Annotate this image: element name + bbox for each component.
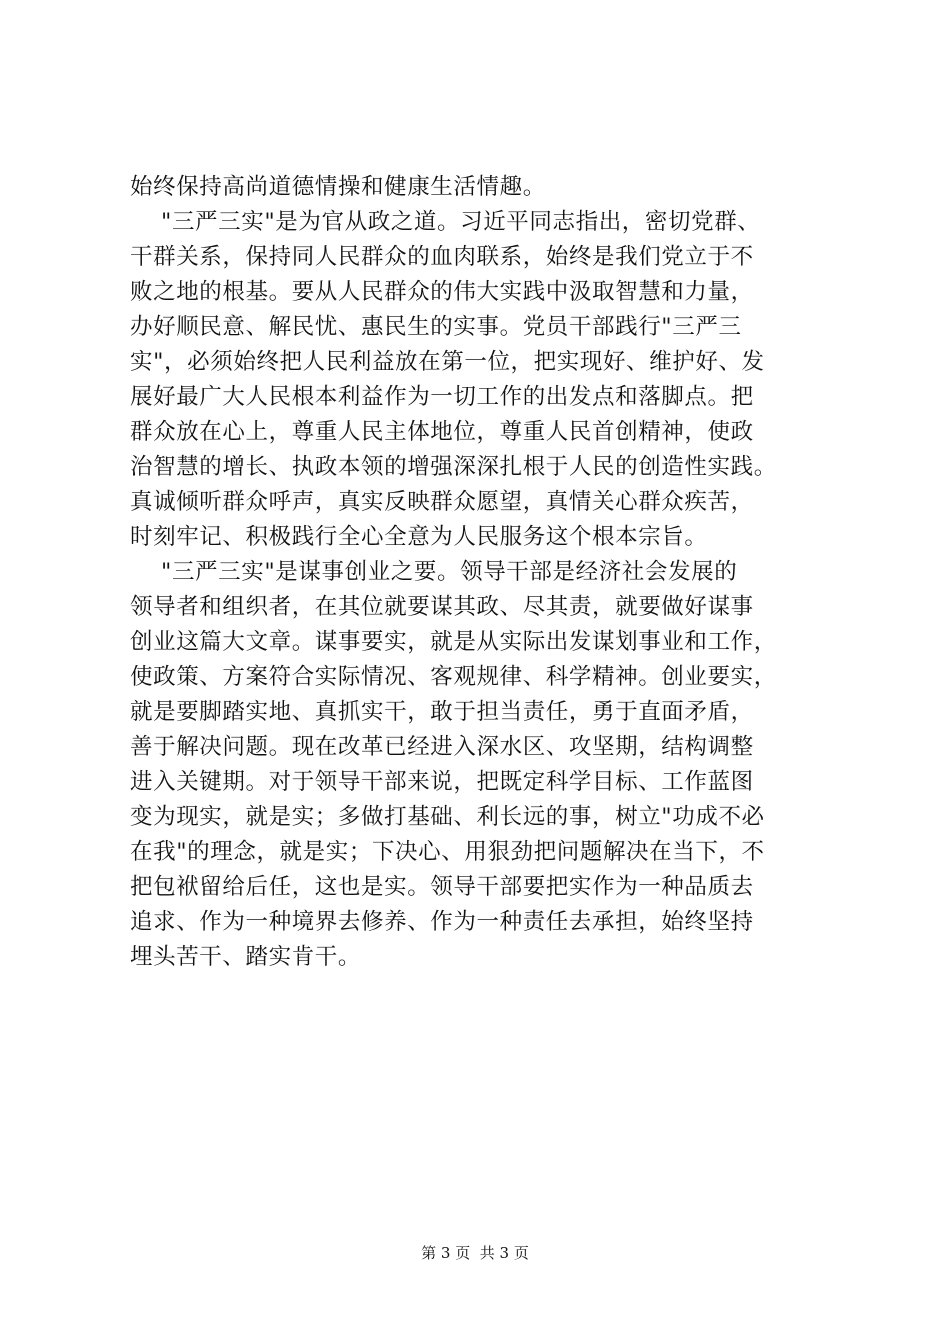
text-line: 把包袱留给后任，这也是实。领导干部要把实作为一种品质去 (130, 874, 754, 900)
text-line: 埋头苦干、踏实肯干。 (130, 944, 362, 970)
text-line: 使政策、方案符合实际情况、客观规律、科学精神。创业要实， (130, 664, 777, 690)
text-line: 领导者和组织者，在其位就要谋其政、尽其责，就要做好谋事 (130, 594, 754, 620)
text-line: 群众放在心上，尊重人民主体地位，尊重人民首创精神，使政 (130, 419, 754, 445)
text-line: 办好顺民意、解民忧、惠民生的实事。党员干部践行"三严三 (130, 314, 742, 340)
text-line: 真诚倾听群众呼声，真实反映群众愿望，真情关心群众疾苦， (130, 489, 754, 515)
text-line: 进入关键期。对于领导干部来说，把既定科学目标、工作蓝图 (130, 769, 754, 795)
text-line: 在我"的理念，就是实；下决心、用狠劲把问题解决在当下，不 (130, 839, 765, 865)
text-line: "三严三实"是谋事创业之要。领导干部是经济社会发展的 (130, 559, 738, 585)
text-line: 变为现实，就是实；多做打基础、利长远的事，树立"功成不必 (130, 804, 765, 830)
text-line: 治智慧的增长、执政本领的增强深深扎根于人民的创造性实践。 (130, 454, 777, 480)
text-line: 时刻牢记、积极践行全心全意为人民服务这个根本宗旨。 (130, 524, 708, 550)
text-line: 善于解决问题。现在改革已经进入深水区、攻坚期，结构调整 (130, 734, 754, 760)
text-line: 实"，必须始终把人民利益放在第一位，把实现好、维护好、发 (130, 349, 765, 375)
text-line: 展好最广大人民根本利益作为一切工作的出发点和落脚点。把 (130, 384, 754, 410)
text-line: 创业这篇大文章。谋事要实，就是从实际出发谋划事业和工作， (130, 629, 777, 655)
page-number-footer: 第 3 页 共 3 页 (421, 1244, 529, 1262)
text-line: 败之地的根基。要从人民群众的伟大实践中汲取智慧和力量， (130, 279, 754, 305)
document-body (130, 170, 836, 975)
text-line: "三严三实"是为官从政之道。习近平同志指出，密切党群、 (130, 209, 761, 235)
text-line: 干群关系，保持同人民群众的血肉联系，始终是我们党立于不 (130, 244, 754, 270)
text-line: 始终保持高尚道德情操和健康生活情趣。 (130, 174, 546, 200)
text-line: 追求、作为一种境界去修养、作为一种责任去承担，始终坚持 (130, 909, 754, 935)
text-line: 就是要脚踏实地、真抓实干，敢于担当责任，勇于直面矛盾， (130, 699, 754, 725)
